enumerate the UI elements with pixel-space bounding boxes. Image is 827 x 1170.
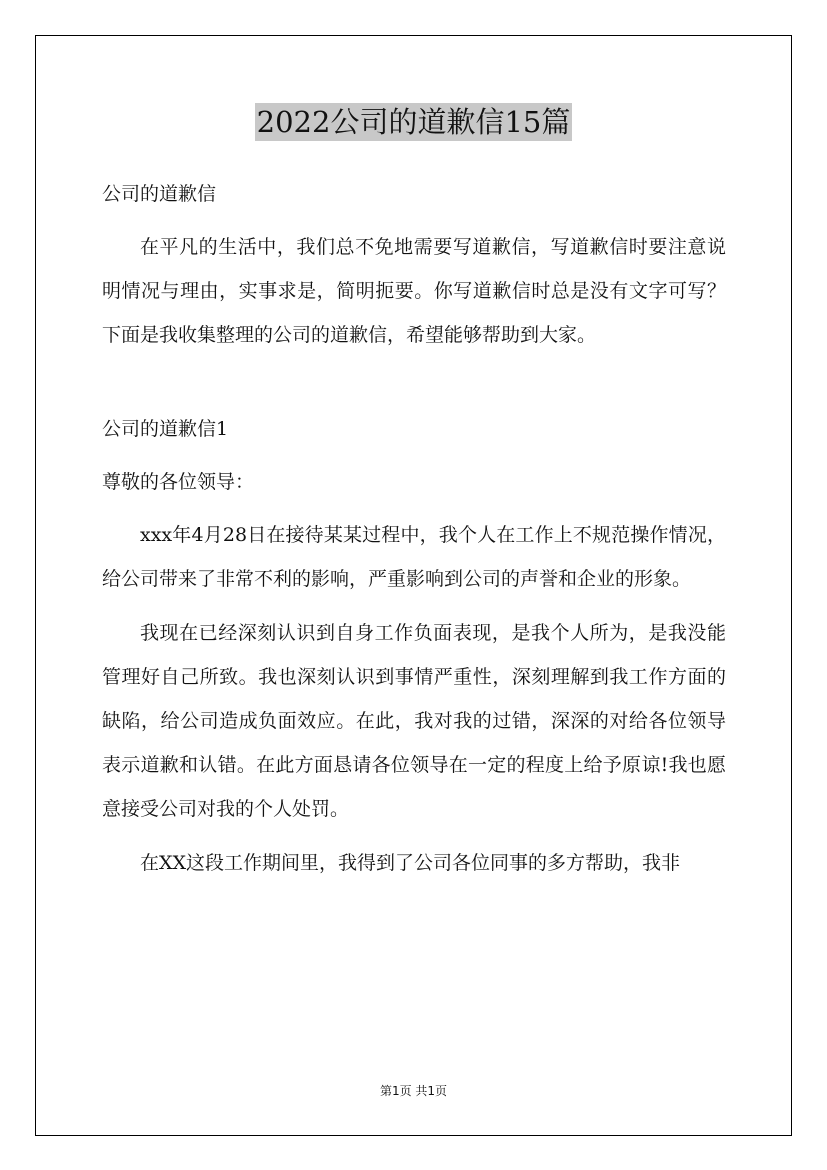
title-wrap [0,103,827,141]
letter-paragraph-3: 在XX这段工作期间里，我得到了公司各位同事的多方帮助，我非 [140,852,681,874]
document-title: 2022公司的道歉信15篇 [256,105,571,139]
letter-heading: 公司的道歉信1 [102,418,229,440]
letter-paragraph-2: 我现在已经深刻认识到自身工作负面表现，是我个人所为，是我没能管理好自己所致。我也深刻认识到事情严重性，深刻理解到我工作方面的缺陷，给公司造成负面效应。在此，我对我的过错，深深的对给各位领导表示道歉和认错。在此方面恳请各位领导在一定的程度上给予原谅!我也愿意接受公司对我的个人处罚。 [102,622,726,820]
letter-salutation: 尊敬的各位领导： [102,471,255,493]
letter-paragraph-1: xxx年4月28日在接待某某过程中，我个人在工作上不规范操作情况，给公司带来了非常不利的影响，严重影响到公司的声誉和企业的形象。 [102,524,726,590]
intro-paragraph: 在平凡的生活中，我们总不免地需要写道歉信，写道歉信时要注意说明情况与理由，实事求是，简明扼要。你写道歉信时总是没有文字可写？下面是我收集整理的公司的道歉信，希望能够帮助到大家。 [102,236,726,346]
page-footer: 第1页 共1页 [379,1084,448,1098]
document-body [102,172,726,895]
intro-heading: 公司的道歉信 [102,183,217,205]
